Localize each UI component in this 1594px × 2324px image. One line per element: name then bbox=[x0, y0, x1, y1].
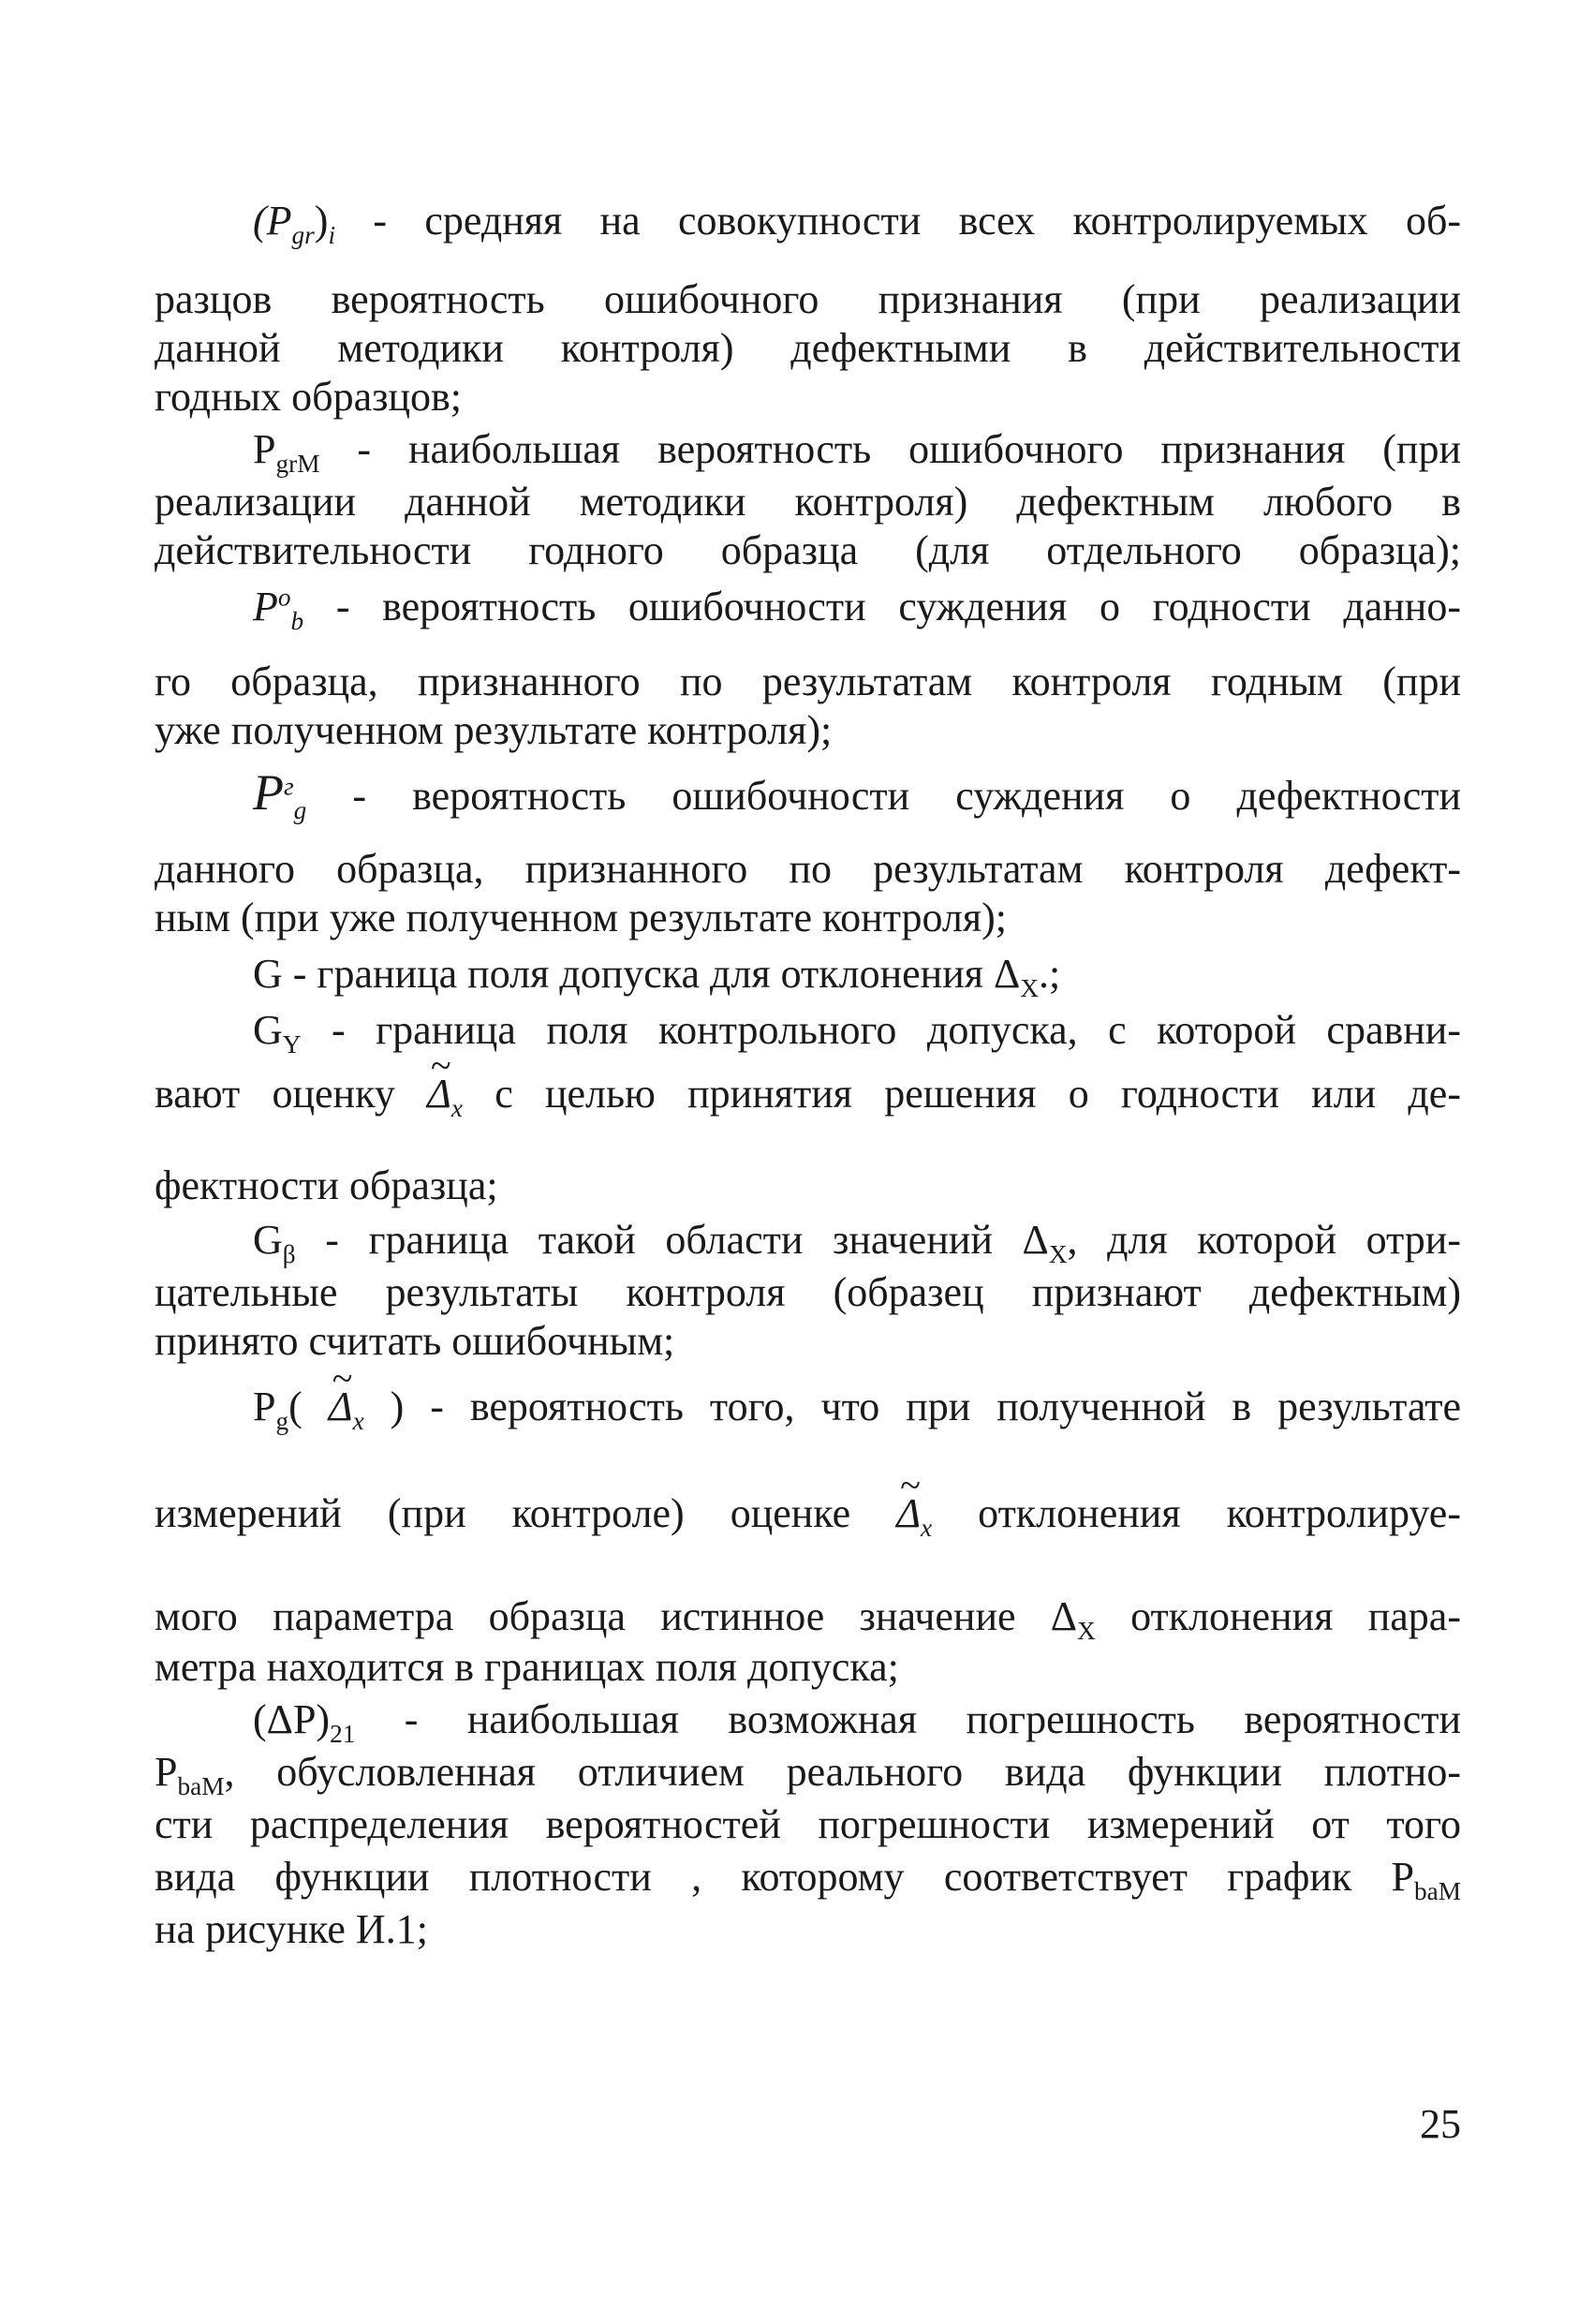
delta-tilde-symbol: ~ Δ bbox=[329, 1381, 353, 1433]
text-line: $P_{baM}$, обусловленная отличием реального вида функции плотно- bbox=[155, 1749, 1461, 1800]
text-line: данного образца, признанного по результатам контроля дефект- bbox=[155, 846, 1461, 892]
text-line: разцов вероятность ошибочного признания (при реализации bbox=[155, 276, 1461, 322]
text-line: го образца, признанного по результатам контроля годным (при bbox=[155, 659, 1461, 704]
text-line: мого параметра образца истинное значение $\Delta_X$ отклонения пара- bbox=[155, 1593, 1461, 1645]
text-line: данной методики контроля) дефектными в действительности bbox=[155, 325, 1461, 371]
text-line: действительности годного образца (для отдельного образца); bbox=[155, 527, 1461, 573]
text-line: ным (при уже полученном результате контроля); bbox=[155, 895, 1007, 940]
definition-pb: $P^о_b$ - вероятность ошибочности суждения о годности данно- bbox=[253, 583, 1461, 635]
delta-tilde-symbol: ~ Δ bbox=[427, 1068, 451, 1120]
text-line: реализации данной методики контроля) дефектным любого в bbox=[155, 479, 1461, 525]
text-line: годных образцов; bbox=[155, 374, 463, 420]
delta-tilde-symbol: ~ Δ bbox=[896, 1488, 921, 1540]
text-line: измерений (при контроле) оценке ~ $\Delta_x$ отклонения контролируе- bbox=[155, 1488, 1461, 1540]
text-line: цательные результаты контроля (образец признают дефектным) bbox=[155, 1269, 1461, 1315]
definition-delta-p21: $(\Delta P)_{21}$ - наибольшая возможная погрешность вероятности bbox=[253, 1696, 1461, 1748]
text-line: вида функции плотности , которому соответствует график $P_{baM}$ bbox=[155, 1854, 1461, 1905]
definition-pg: $P^г_g$ - вероятность ошибочности суждения о дефектности bbox=[253, 764, 1461, 824]
definition-pg-delta: $P_g$( ~ $\Delta_x$ ) - вероятность того, что при полученной в результате bbox=[253, 1381, 1461, 1433]
definition-pgr-mean: $(P_{gr})_i$ - средняя на совокупности всех контролируемых об- bbox=[253, 198, 1461, 249]
text-line: уже полученном результате контроля); bbox=[155, 707, 833, 753]
text-line: вают оценку ~ $\Delta_x$ с целью принятия решения о годности или де- bbox=[155, 1068, 1461, 1120]
text-line: на рисунке И.1; bbox=[155, 1906, 428, 1952]
text-line: метра находится в границах поля допуска; bbox=[155, 1644, 899, 1690]
page-number: 25 bbox=[1420, 2101, 1461, 2147]
text-line: фектности образца; bbox=[155, 1162, 498, 1208]
definition-gbeta: $G_\beta$ - граница такой области значений $\Delta_X$, для которой отри- bbox=[253, 1217, 1461, 1268]
text-line: принято считать ошибочным; bbox=[155, 1318, 675, 1364]
definition-pgrm: $P_{grM}$ - наибольшая вероятность ошибочного признания (при bbox=[253, 426, 1461, 478]
definition-g: G - граница поля допуска для отклонения $\Delta_X$.; bbox=[253, 951, 1061, 1002]
text-line: сти распределения вероятностей погрешности измерений от того bbox=[155, 1801, 1461, 1847]
definition-gy: $G_Y$ - граница поля контрольного допуска, с которой сравни- bbox=[253, 1007, 1461, 1058]
